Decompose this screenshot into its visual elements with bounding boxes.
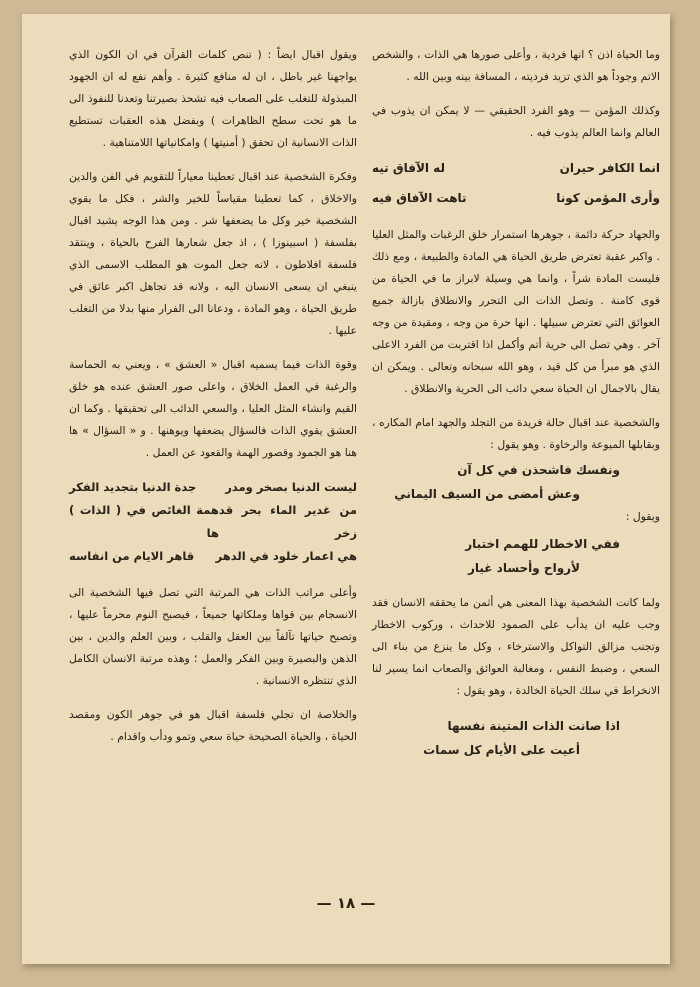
page-number: — ١٨ —	[316, 894, 376, 912]
hemistich: من غدير الماء بحر قد زخر	[218, 503, 357, 540]
paragraph: وقوة الذات فيما يسميه اقبال « العشق » ، ويعني به الحماسة والرغبة في العمل الخلاق ، واعلى صور العشق عنده هو خلق القيم وانشاء المثل العليا ، والسعي الدائب الى تحقيقها . وكما ان العشق يقوي الذات فالسؤال يضعفها ويوهنها . و « السؤال » ها هنا هو الجمود وقصور الهمة والقعود عن العمل .	[69, 358, 357, 459]
paragraph: ولما كانت الشخصية بهذا المعنى هي أثمن ما يحققه الانسان فقد وجب عليه ان يدأب على الصمود للاحداث ، وركوب الاخطار وتجنب مزالق التواكل والاسترخاء ، وكل ما ينزع من بناء الى السعي ، وضبط النفس ، ومغالبة العوائق والصعاب انما يسير لنا الانخراط في سلك الحياة الخالدة ، وهو يقول :	[372, 596, 660, 697]
left-column	[69, 44, 357, 760]
hemistich: له الآفاق تيه	[372, 161, 445, 175]
poem-row	[69, 545, 357, 568]
paragraph: وكذلك المؤمن — وهو الفرد الحقيقي — لا يمكن ان يذوب في العالم وانما العالم يذوب فيه .	[372, 104, 660, 139]
hemistich: تاهت الآفاق فيه	[372, 191, 467, 205]
verse-line: أعيت على الأيام كل سمات	[423, 743, 580, 757]
hemistich: ليست الدنيا بصخر ومدر	[225, 480, 357, 494]
paragraph: وما الحياة اذن ؟ انها فردية ، وأعلى صورها هي الذات ، والشخص الاتم وجوداً هو الذي تزيد فرديته ، المسافة بينه وبين الله .	[372, 48, 660, 83]
verse-line: اذا صانت الذات المتينة نفسها	[447, 719, 620, 733]
poem-row	[69, 476, 357, 499]
right-column	[372, 44, 660, 762]
verse-line: وعش أمضى من السيف اليماني	[394, 487, 580, 501]
poem	[69, 476, 357, 568]
hemistich: وأرى المؤمن كونا	[556, 191, 660, 205]
paragraph: وأعلى مراتب الذات هي المرتبة التي تصل فيها الشخصية الى الانسجام بين قواها وملكاتها جميعاً ، فيصبح النوم محرماً عليها ، وتصبح حياتها تآلفاً بين العقل والقلب ، وبين العلم والدين ، بين الذهن والبصيرة وبين الفكر والعمل ؛ وهذه مرتبة الانسان الكامل الذي تنتظره الانسانية .	[69, 586, 357, 687]
paragraph: وفكرة الشخصية عند اقبال تعطينا معياراً للتقويم في الفن والدين والاخلاق ، كما تعطينا مقياساً للخير والشر ، فكل ما يقوي الشخصية خير وكل ما يضعفها شر . ومن هذا الوجه يشيد اقبال بفلسفة ( اسبينوزا ) ، اذ جعل شعارها الفرح بالحياة ، وينتقد فلسفة افلاطون ، لانه جعل الموت هو المطلب الاسمى الذي ينبغي ان يسعى الانسان اليه ، ولانه قد تجاهل اكبر عائق في طريق الحياة ، وهو المادة ، ودعانا الى الفرار منها بدلا من التغلب عليها .	[69, 170, 357, 337]
verse-line: ونفسك فاشحذن في كل آن	[457, 463, 620, 477]
hemistich: جدة الدنيا بتجديد الفكر	[69, 480, 197, 494]
paragraph: والجهاد حركة دائمة ، جوهرها استمرار خلق الرغبات والمثل العليا . واكبر عقبة تعترض طريق الحياة هي المادة والطبيعة ، ومع ذلك فليست المادة شراً ، وانما هي وسيلة لابراز ما في الحياة من قوى كامنة . وتصل الذات الى التحرر والانطلاق بازالة جميع العوائق التي تعترض سبيلها . انها حرة من وجه ، ومقيدة من وجه آخر . وهي تصل الى حرية أتم وأكمل اذا اقتربت من الفرد الاعلى الذي هو مبرأ من كل قيد ، وهو الله سبحانه وتعالى . ويمكن ان يقال بالاجمال ان الحياة سعي دائب الى الحرية والانطلاق .	[372, 228, 660, 395]
verse-line	[372, 156, 660, 180]
poem-row	[69, 499, 357, 545]
hemistich: انما الكافر حيران	[559, 161, 660, 175]
says-label: ويقول :	[625, 510, 660, 523]
verse-line: ففي الاخطار للهمم اختبار	[465, 537, 620, 551]
paragraph: والشخصية عند اقبال حالة فريدة من التجلد والجهد امام المكاره ، وبقابلها الميوعة والرخاوة . وهو يقول :	[372, 416, 660, 451]
paragraph: والخلاصة ان تجلي فلسفة اقبال هو في جوهر الكون ومقصد الحياة ، والحياة الصحيحة حياة سعي وتمو ودأب واقدام .	[69, 708, 357, 743]
book-page	[22, 14, 670, 964]
verse-line	[372, 186, 660, 210]
hemistich: هي اعمار خلود في الدهر	[215, 549, 357, 563]
hemistich: قاهر الايام من انفاسه	[69, 549, 195, 563]
paragraph: ويقول اقبال ايضاً : ( تنص كلمات القرآن في ان الكون الذي يواجهنا غير باطل ، ان له منافع كثيرة . وأهم نفع له ان الجهود المبذولة للتغلب على الصعاب فيه تشحذ بصيرتنا وتعدنا للنفوذ الى ما هو تحت سطح الظاهرات ) وبفضل هذه العقبات تستطيع الذات الانسانية ان تحقق ( أمنيتها ) وامكانياتها اللامتناهية .	[69, 48, 357, 149]
verse-line: لأرواح وأحساد غيار	[467, 561, 580, 575]
hemistich: همة الغائص في ( الذات ) ها	[69, 503, 219, 540]
